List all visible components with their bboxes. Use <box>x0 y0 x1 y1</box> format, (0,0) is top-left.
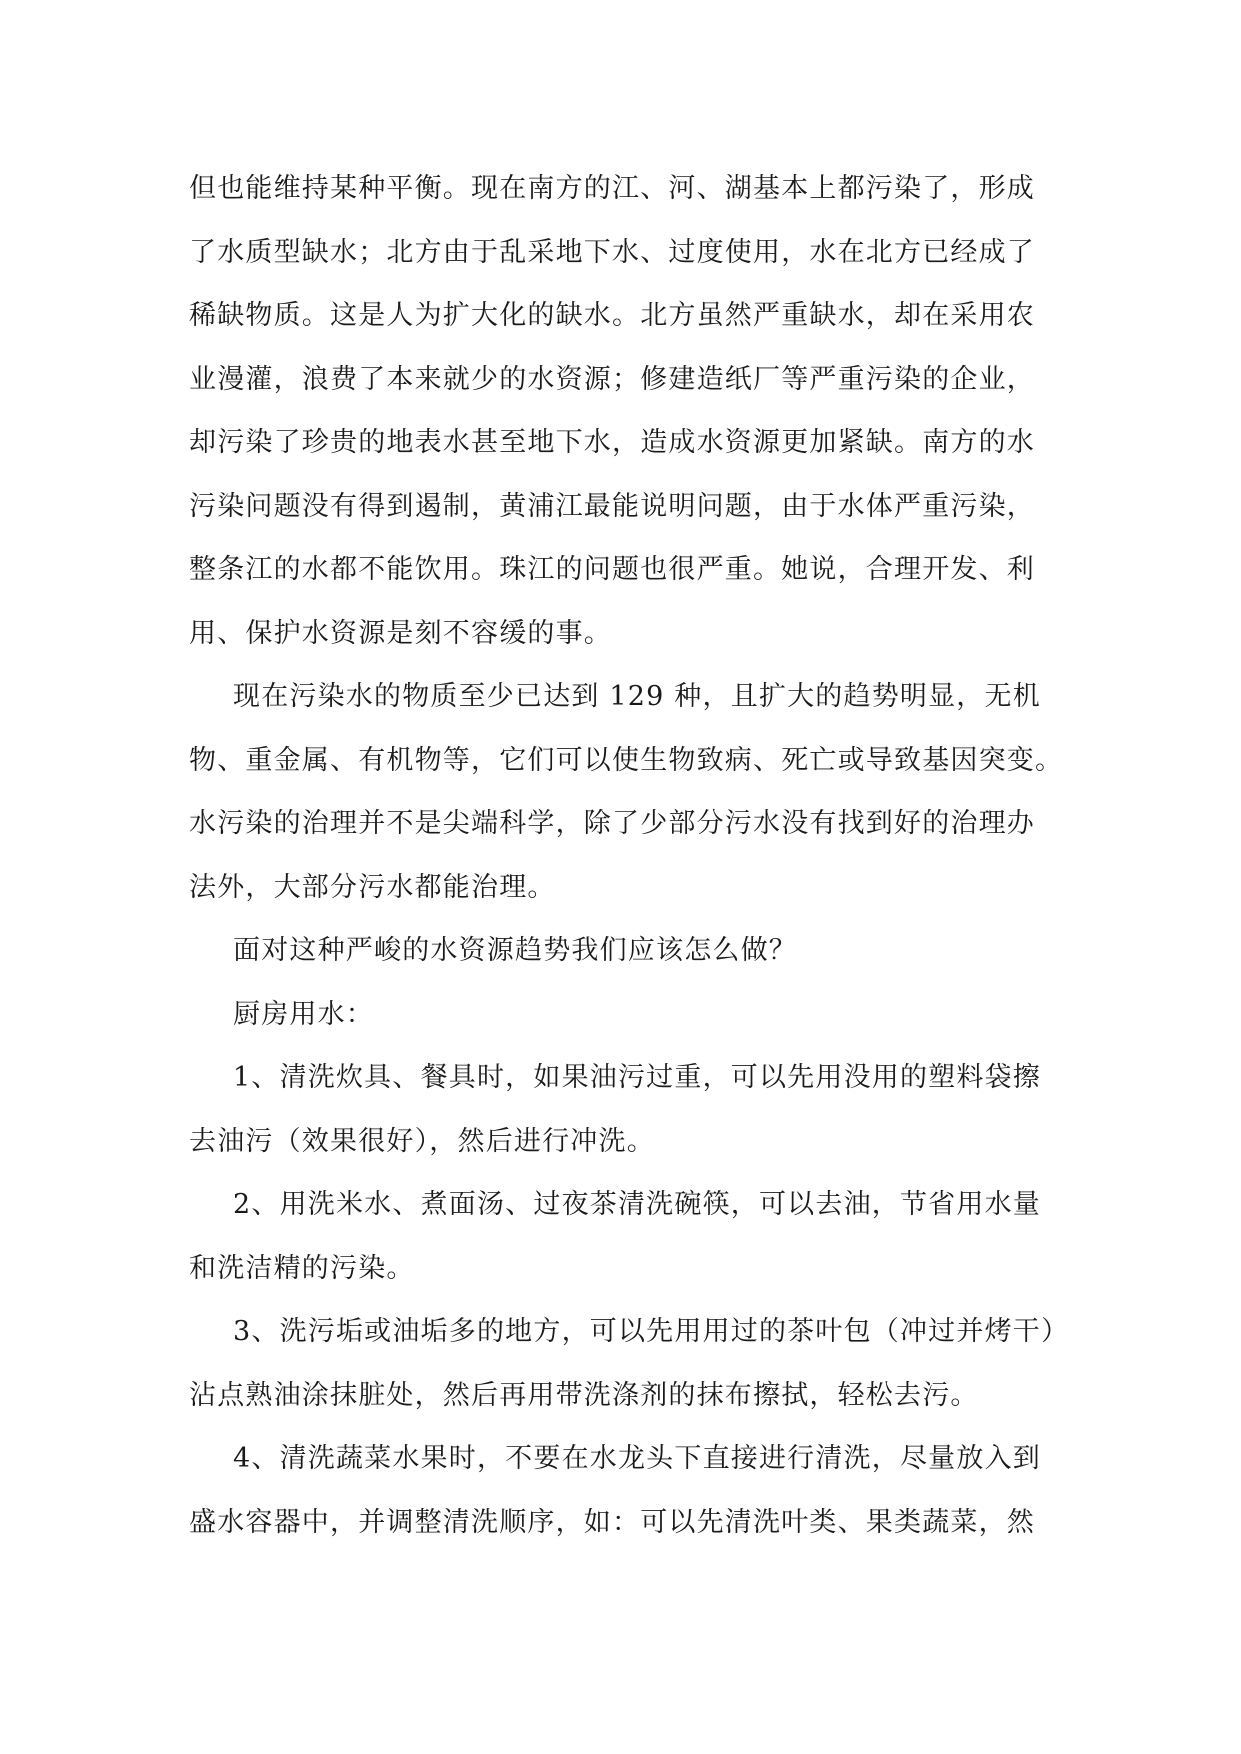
text-line: 沾点熟油涂抹脏处，然后再用带洗涤剂的抹布擦拭，轻松去污。 <box>189 1379 979 1411</box>
text-line: 稀缺物质。这是人为扩大化的缺水。北方虽然严重缺水，却在采用农 <box>189 300 1035 331</box>
text-line: 和洗洁精的污染。 <box>189 1252 415 1284</box>
text-line: 业漫灌，浪费了本来就少的水资源；修建造纸厂等严重污染的企业， <box>189 363 1035 395</box>
text-line: 但也能维持某种平衡。现在南方的江、河、湖基本上都污染了，形成 <box>189 173 1035 204</box>
text-line: 却污染了珍贵的地表水甚至地下水，造成水资源更加紧缺。南方的水 <box>189 427 1035 458</box>
text-line: 用、保护水资源是刻不容缓的事。 <box>189 617 612 649</box>
text-line: 物、重金属、有机物等，它们可以使生物致病、死亡或导致基因突变。 <box>189 744 1064 776</box>
list-item-3-line: 3、洗污垢或油垢多的地方，可以先用用过的茶叶包（冲过并烤干） <box>233 1316 1070 1347</box>
list-item-4-line: 4、清洗蔬菜水果时，不要在水龙头下直接进行清洗，尽量放入到 <box>233 1443 1041 1474</box>
text-line: 法外，大部分污水都能治理。 <box>189 871 556 903</box>
paragraph-first-line: 现在污染水的物质至少已达到 129 种，且扩大的趋势明显，无机 <box>233 681 1041 712</box>
list-item-1-line: 1、清洗炊具、餐具时，如果油污过重，可以先用没用的塑料袋擦 <box>233 1062 1041 1093</box>
text-line: 水污染的治理并不是尖端科学，除了少部分污水没有找到好的治理办 <box>189 808 1035 839</box>
text-line: 污染问题没有得到遏制，黄浦江最能说明问题，由于水体严重污染， <box>189 490 1035 522</box>
text-line: 去油污（效果很好），然后进行冲洗。 <box>189 1125 655 1157</box>
text-line: 整条江的水都不能饮用。珠江的问题也很严重。她说，合理开发、利 <box>189 554 1035 585</box>
text-line: 了水质型缺水；北方由于乱采地下水、过度使用，水在北方已经成了 <box>189 236 1035 268</box>
question-line: 面对这种严峻的水资源趋势我们应该怎么做？ <box>233 935 797 966</box>
list-item-2-line: 2、用洗米水、煮面汤、过夜茶清洗碗筷，可以去油，节省用水量 <box>233 1189 1041 1220</box>
document-body <box>189 157 1069 1554</box>
text-line: 盛水容器中，并调整清洗顺序，如：可以先清洗叶类、果类蔬菜，然 <box>189 1506 1035 1538</box>
section-heading: 厨房用水： <box>233 998 374 1030</box>
